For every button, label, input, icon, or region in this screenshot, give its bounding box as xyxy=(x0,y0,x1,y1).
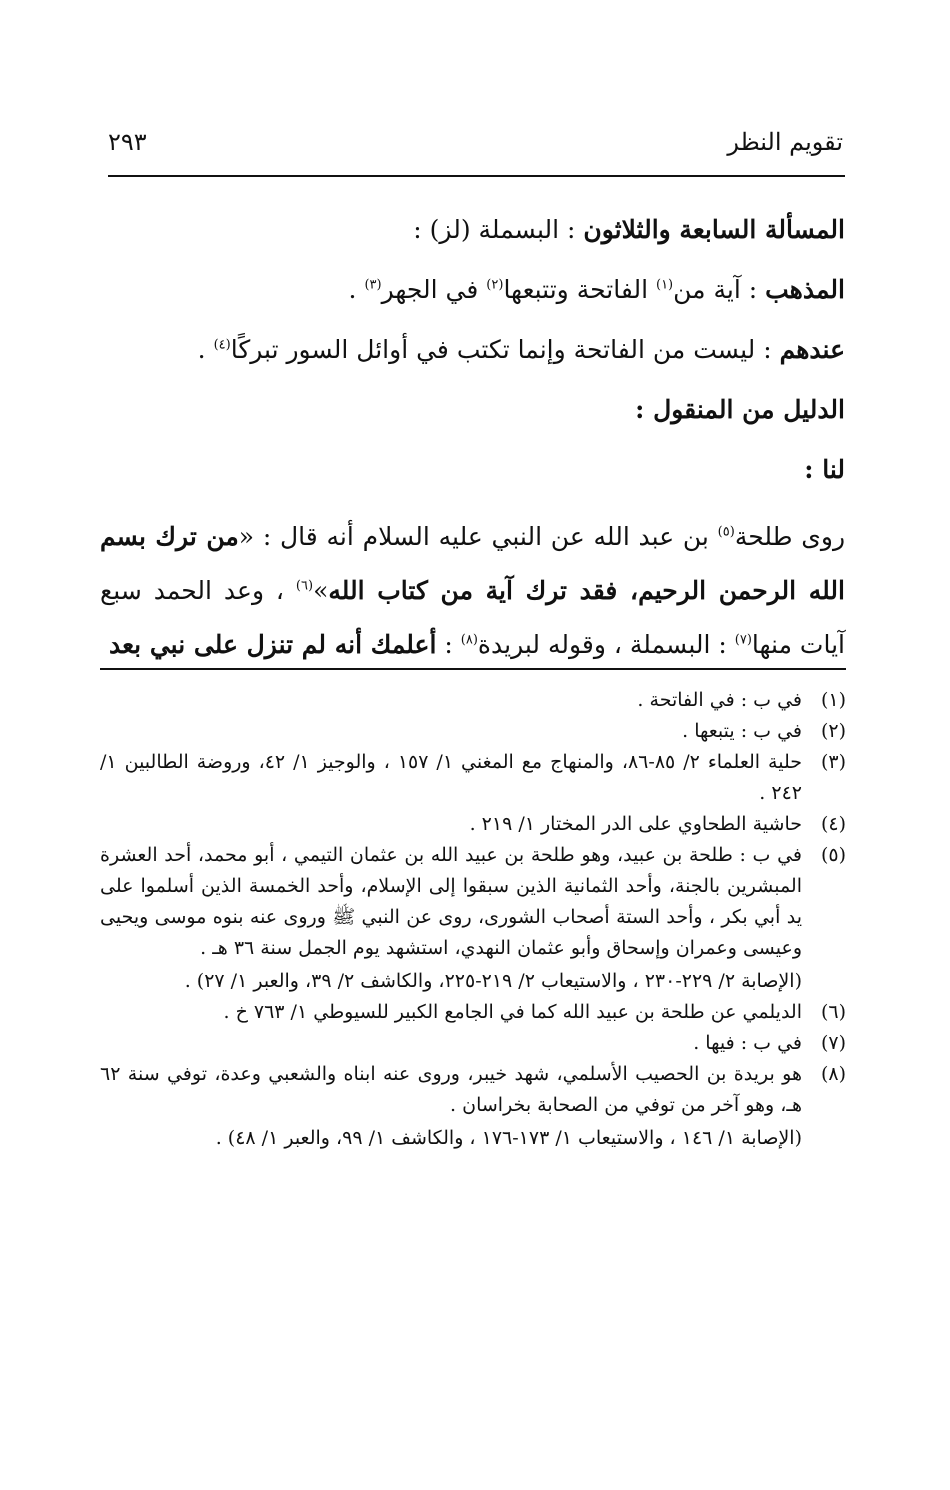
footnote-8 xyxy=(100,1059,846,1154)
header-divider xyxy=(108,175,845,177)
footnote-text: حاشية الطحاوي على الدر المختار ١/ ٢١٩ . xyxy=(469,813,802,835)
footnote-4 xyxy=(100,809,846,840)
footnote-ref-6[interactable]: (٦) xyxy=(295,578,314,594)
footnote-text: في ب : فيها . xyxy=(693,1032,802,1054)
para-text-4: ، وعد الحمد سبع آيات منها xyxy=(100,576,845,659)
indahum-text: : ليست من الفاتحة وإنما تكتب في أوائل السور تبركًا xyxy=(230,335,772,364)
footnote-number: (٥) xyxy=(820,844,846,866)
footnotes xyxy=(100,685,846,1154)
footnote-2 xyxy=(100,716,846,747)
footnote-6 xyxy=(100,997,846,1028)
indahum-end: . xyxy=(197,335,214,364)
lana-heading: لنا : xyxy=(804,455,845,484)
footnote-number: (٨) xyxy=(820,1063,846,1085)
footnote-number: (١) xyxy=(820,689,846,711)
evidence-heading: الدليل من المنقول : xyxy=(635,395,845,424)
indahum-label: عندهم xyxy=(779,335,845,364)
hadith-quote: من ترك بسم الله الرحمن الرحيم، فقد ترك آية من كتاب الله xyxy=(100,522,845,605)
footnote-ref-8[interactable]: (٨) xyxy=(460,632,478,648)
footnote-ref-3[interactable]: (٣) xyxy=(364,277,382,293)
madhhab-text-2: الفاتحة وتتبعها xyxy=(503,275,656,304)
footnote-number: (٦) xyxy=(820,1001,846,1023)
para-text-6: : xyxy=(436,630,461,659)
footnote-1 xyxy=(100,685,846,716)
footnote-number: (٢) xyxy=(820,720,846,742)
footnote-ref-2[interactable]: (٢) xyxy=(486,277,504,293)
footnote-text: في ب : في الفاتحة . xyxy=(637,689,802,711)
footnote-number: (٤) xyxy=(820,813,846,835)
footnote-number: (٣) xyxy=(820,751,846,773)
footnote-3 xyxy=(100,747,846,809)
footnote-sources: (الإصابة ١/ ١٤٦ ، والاستيعاب ١/ ١٧٣-١٧٦ ، والكاشف ١/ ٩٩، والعبر ١/ ٤٨) . xyxy=(215,1127,802,1149)
madhhab-line xyxy=(100,260,845,320)
footnote-text: هو بريدة بن الحصيب الأسلمي، شهد خيبر، وروى عنه ابناه والشعبي وعدة، توفي سنة ٦٢ هـ، وهو آخر من توفي من الصحابة بخراسان . xyxy=(100,1063,802,1116)
page-header xyxy=(108,128,843,172)
madhhab-label: المذهب xyxy=(765,275,845,304)
main-text xyxy=(100,200,845,672)
footnotes-divider xyxy=(100,668,846,670)
footnote-text: حلية العلماء ٢/ ٨٥-٨٦، والمنهاج مع المغني ١/ ١٥٧ ، والوجيز ١/ ٤٢، وروضة الطالبين ١/ ٢٤٢ . xyxy=(100,751,802,804)
footnote-ref-1[interactable]: (١) xyxy=(655,277,674,293)
para-text-2: بن عبد الله عن النبي عليه السلام أنه قال : « xyxy=(238,522,718,551)
indahum-line xyxy=(100,320,845,380)
footnote-7 xyxy=(100,1028,846,1059)
para-text-5: : البسملة ، وقوله لبريدة xyxy=(477,630,735,659)
footnote-text: الديلمي عن طلحة بن عبيد الله كما في الجامع الكبير للسيوطي ١/ ٧٦٣ خ . xyxy=(223,1001,802,1023)
issue-rest: : البسملة (لز) : xyxy=(413,215,576,244)
footnote-5 xyxy=(100,840,846,997)
madhhab-end: . xyxy=(348,275,365,304)
footnote-text: في ب : يتبعها . xyxy=(682,720,802,742)
para-text-1: روى طلحة xyxy=(734,522,846,551)
para-text-3: » xyxy=(313,576,329,605)
buraydah-quote: أعلمك أنه لم تنزل على نبي بعد xyxy=(109,630,437,659)
madhhab-text-3: في الجهر xyxy=(381,275,487,304)
footnote-ref-5[interactable]: (٥) xyxy=(717,524,735,540)
issue-line xyxy=(100,200,845,260)
footnote-sources: (الإصابة ٢/ ٢٢٩-٢٣٠ ، والاستيعاب ٢/ ٢١٩-٢٢٥، والكاشف ٢/ ٣٩، والعبر ١/ ٢٧) . xyxy=(184,970,802,992)
book-title: تقويم النظر xyxy=(727,128,843,156)
footnote-number: (٧) xyxy=(820,1032,846,1054)
footnote-ref-7[interactable]: (٧) xyxy=(734,632,752,648)
issue-heading: المسألة السابعة والثلاثون xyxy=(583,215,845,244)
footnote-ref-4[interactable]: (٤) xyxy=(213,337,231,353)
hadith-paragraph xyxy=(100,510,845,672)
madhhab-text-1: : آية من xyxy=(673,275,758,304)
page-number: ٢٩٣ xyxy=(108,128,147,156)
footnote-text: في ب : طلحة بن عبيد، وهو طلحة بن عبيد الله بن عثمان التيمي ، أبو محمد، أحد العشرة المبشرين بالجنة، وأحد الثمانية الذين سبقوا إلى الإسلام، وأحد الخمسة الذين أسلموا على يد أبي بكر ، وأحد الستة أصحاب الشورى، روى عن النبي ﷺ وروى عنه بنوه موسى ويحيى وعيسى وعمران وإسحاق وأبو عثمان النهدي، استشهد يوم الجمل سنة ٣٦ هـ . xyxy=(100,844,802,959)
